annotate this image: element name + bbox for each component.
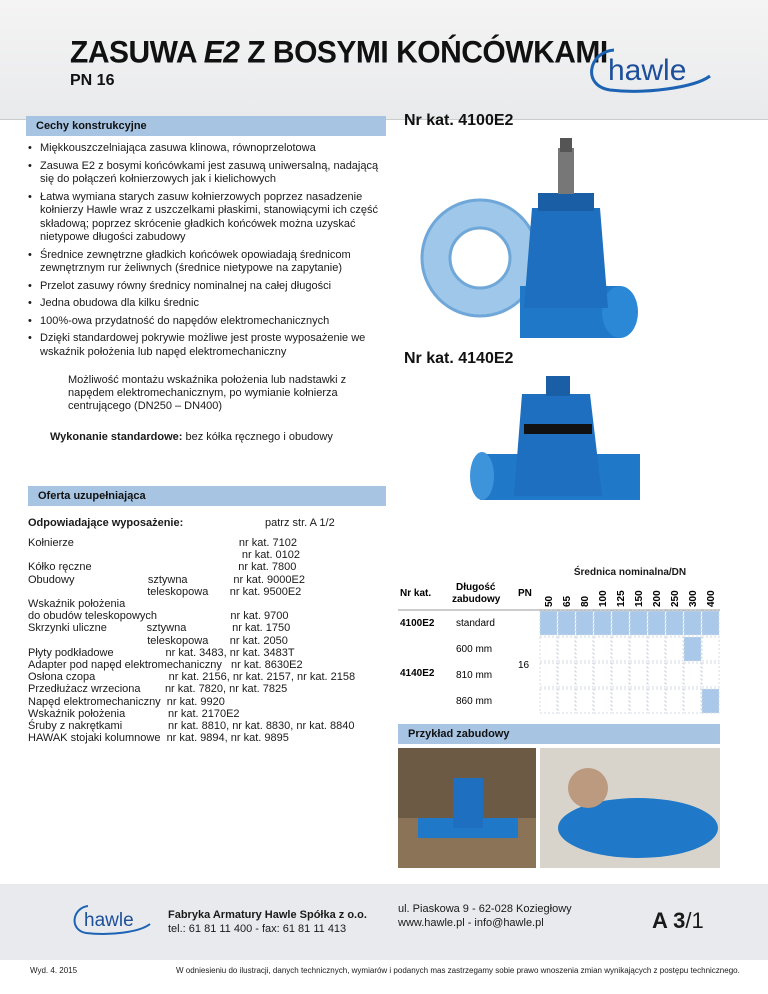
dn-cell-available [612,611,629,635]
standard-text: bez kółka ręcznego i obudowy [182,431,333,443]
dn-cell-available [630,611,647,635]
col-pn: PN [518,588,532,599]
dn-cell-empty [594,663,611,687]
hawle-logo [584,42,714,98]
dn-cell-empty [666,637,683,661]
dn-cell-empty [666,689,683,713]
accessory-item: do obudów teleskopowych nr kat. 9700 [28,610,289,623]
dn-cell-empty [648,689,665,713]
dn-cell-empty [684,689,701,713]
col-len-2: zabudowy [452,594,501,605]
dn-label: 250 [670,590,681,607]
dn-cell-empty [558,637,575,661]
accessory-item: Osłona czopa nr kat. 2156, nr kat. 2157, nr kat. 2158 [28,671,356,684]
col-nr: Nr kat. [400,588,432,599]
dn-cell-empty [666,663,683,687]
dn-cell-empty [702,637,719,661]
row-len: 600 mm [456,644,493,655]
dn-label: 400 [706,590,717,607]
dn-cell-available [648,611,665,635]
accessories-heading: Oferta uzupełniająca [28,486,386,506]
dn-cell-available [684,637,701,661]
dn-cell-empty [558,689,575,713]
address-line: ul. Piaskowa 9 - 62-028 Koziegłowy [398,903,572,915]
pn-value: 16 [518,660,530,671]
dn-label: 150 [634,590,645,607]
equipment-label: Odpowiadające wyposażenie: [28,517,184,529]
accessory-item: Adapter pod napęd elektromechaniczny nr kat. 8630E2 [28,659,303,672]
accessory-item: nr kat. 0102 [28,549,301,562]
dn-cell-empty [684,663,701,687]
page-a: A 3 [652,908,686,933]
edition: Wyd. 4. 2015 [30,966,78,975]
accessory-item: Wskaźnik położenia nr kat. 2170E2 [28,707,240,720]
dn-table-heading: Średnica nominalna/DN [573,567,687,578]
dn-cell-empty [576,637,593,661]
accessory-item: Kółko ręczne nr kat. 7800 [28,561,297,574]
title-em: E2 [203,35,240,70]
example-heading: Przykład zabudowy [398,724,720,744]
dn-cell-empty [594,689,611,713]
disclaimer: W odniesieniu do ilustracji, danych technicznych, wymiarów i podanych mas zastrzegamy sobie prawo wnoszenia zmian wynikających z postępu technicznego. [176,966,740,975]
accessory-item: HAWAK stojaki kolumnowe nr kat. 9894, nr kat. 9895 [28,732,289,745]
company-name: Fabryka Armatury Hawle Spółka z o.o. [168,909,367,921]
dn-cell-empty [540,689,557,713]
accessory-item: Przedłużacz wrzeciona nr kat. 7820, nr kat. 7825 [28,683,288,696]
accessory-item: Kołnierze nr kat. 7102 [28,537,297,549]
valve-4100-image [420,138,660,348]
svg-text:hawle: hawle [84,910,134,931]
dn-cell-available [702,611,719,635]
standard-version [50,431,333,443]
title-part: ZASUWA [70,35,204,70]
dn-cell-available [702,689,719,713]
page-b: /1 [685,908,704,933]
col-len-1: Długość [456,582,496,593]
feature-item: • Miękkouszczelniająca zasuwa klinowa, równoprzelotowa [26,142,386,156]
dn-label: 300 [688,590,699,607]
dn-label: 80 [580,595,591,607]
page-subtitle: PN 16 [70,72,115,89]
dn-cell-empty [576,663,593,687]
features-heading: Cechy konstrukcyjne [26,116,386,136]
company-address [398,902,572,930]
dn-cell-available [576,611,593,635]
dn-cell-available [594,611,611,635]
feature-item: • 100%-owa przydatność do napędów elektromechanicznych [26,315,386,329]
dn-label: 50 [544,595,555,607]
feature-item: • Jedna obudowa dla kilku średnic [26,297,386,311]
dn-cell-empty [630,663,647,687]
mounting-note: Możliwość montażu wskaźnika położenia lub nadstawki z napędem elektromechanicznym, po wymianie kołnierza centrującego (DN250 – DN400) [68,374,347,412]
accessory-item: Skrzynki uliczne sztywna nr kat. 1750 [28,622,291,635]
page-title [70,35,608,71]
standard-label: Wykonanie standardowe: [50,431,183,443]
feature-item: • Łatwa wymiana starych zasuw kołnierzowych poprzez nasadzenie kołnierzy Hawle wraz z uszczelkami płaskimi, stanowiącymi ich część składową; poprzez skrócenie gładkich końcówek można uzyskać nietypowe długości zabudowy [26,191,386,245]
dn-cell-available [558,611,575,635]
dn-cell-empty [648,637,665,661]
dn-cell-empty [540,637,557,661]
feature-item: • Dzięki standardowej pokrywie możliwe jest proste wyposażenie we wskaźnik położenia lub napęd elektromechaniczny [26,332,386,359]
accessory-item: Napęd elektromechaniczny nr kat. 9920 [28,695,225,708]
dn-label: 65 [562,595,573,607]
company-phone: tel.: 61 81 11 400 - fax: 61 81 11 413 [168,923,347,935]
row-len: 860 mm [456,696,493,707]
accessory-item: Wskaźnik położenia [28,598,126,611]
equipment-ref: patrz str. A 1/2 [265,517,335,529]
dn-cell-empty [540,663,557,687]
dn-label: 200 [652,590,663,607]
valve-4140-image [470,376,650,526]
web-line: www.hawle.pl - info@hawle.pl [398,917,544,929]
accessory-item: teleskopowa nr kat. 2050 [28,634,288,647]
dn-cell-empty [612,637,629,661]
accessory-item: Płyty podkładowe nr kat. 3483, nr kat. 3483T [28,646,295,659]
svg-text:hawle: hawle [608,54,687,87]
row-len: standard [456,618,495,629]
title-part: Z BOSYMI KOŃCÓWKAMI [239,35,608,70]
features-list [26,142,386,363]
accessory-line [28,537,355,744]
dn-cell-empty [612,663,629,687]
row-nr: 4140E2 [400,668,435,679]
accessory-item: Obudowy sztywna nr kat. 9000E2 [28,573,305,586]
dn-label: 125 [616,590,627,607]
dn-cell-empty [648,663,665,687]
catalog-no-4140: Nr kat. 4140E2 [404,350,514,367]
footer [0,884,768,960]
dn-cell-empty [702,663,719,687]
example-photo [398,748,720,868]
row-len: 810 mm [456,670,493,681]
accessory-item: teleskopowa nr kat. 9500E2 [28,585,302,598]
dn-cell-empty [594,637,611,661]
dn-label: 100 [598,590,609,607]
dn-cell-empty [558,663,575,687]
dn-cell-available [666,611,683,635]
dn-cell-empty [630,689,647,713]
footer-logo [70,902,152,938]
catalog-no-4100: Nr kat. 4100E2 [404,112,514,129]
dn-cell-empty [630,637,647,661]
dn-cell-available [540,611,557,635]
feature-item: • Zasuwa E2 z bosymi końcówkami jest zasuwą uniwersalną, nadającą się do połączeń kołnierzowych jak i kielichowych [26,160,386,187]
dn-cell-empty [612,689,629,713]
feature-item: • Przelot zasuwy równy średnicy nominalnej na całej długości [26,280,386,294]
feature-item: • Średnice zewnętrzne gładkich końcówek opowiadają średnicom zewnętrznym rur żeliwnych (średnice nietypowe na zapytanie) [26,249,386,276]
row-nr: 4100E2 [400,618,435,629]
dn-table [398,580,720,720]
page-header [0,0,768,120]
dn-cell-available [684,611,701,635]
accessory-item: Śruby z nakrętkami nr kat. 8810, nr kat. 8830, nr kat. 8840 [28,720,355,733]
company-info [168,908,367,936]
dn-cell-empty [576,689,593,713]
page-number [652,908,704,934]
